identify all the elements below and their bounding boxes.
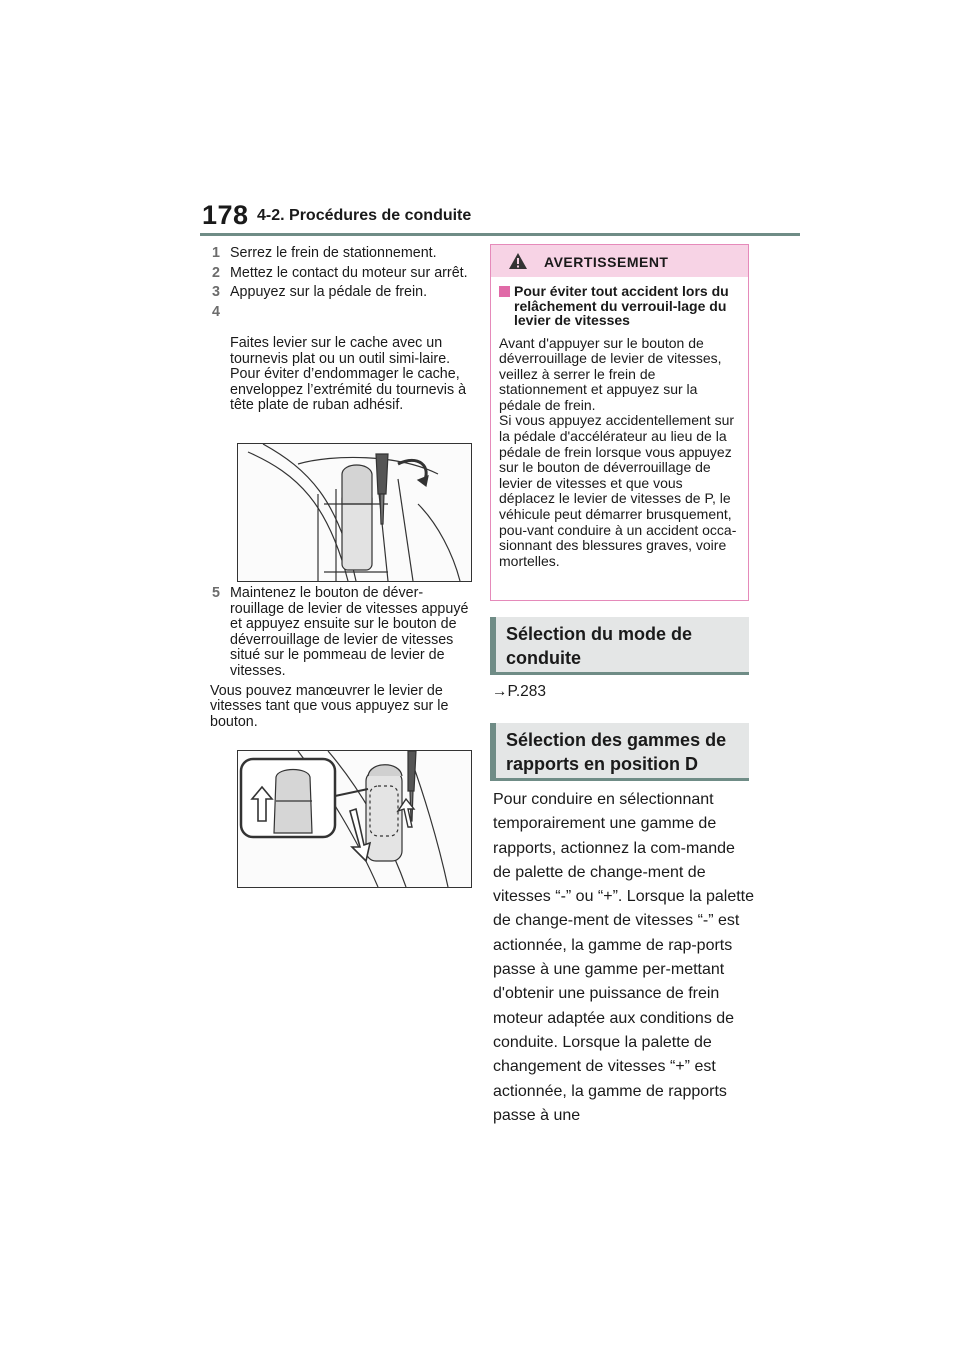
procedure-steps (210, 246, 472, 418)
page-header (200, 200, 800, 236)
lever-note: Vous pouvez manœuvrer le levier de vitesses tant que vous appuyez sur le bouton. (210, 682, 449, 730)
square-bullet-icon (499, 286, 510, 297)
gear-range-description: Pour conduire en sélectionnant temporairement une gamme de rapports, actionnez la com-mande de palette de change-ment de vitesses “-” ou “+”. Lorsque la palette de change-ment de vitesses “-” est actionnée, la gamme de rap-ports passe à une gamme per-mettant d'obtenir une puissance de frein moteur adaptée aux conditions de conduite. Lorsque la palette de changement de vitesses “+” est actionnée, la gamme de rapports passe à une (493, 791, 755, 1124)
illustration-remove-cover (237, 443, 472, 582)
section-accent-bar (490, 617, 496, 675)
warning-text: Avant d'appuyer sur le bouton de déverrouillage de levier de vitesses, veillez à serrer le frein de stationnement et appuyez sur la pédale de frein. Si vous appuyez accidentellement sur la pédale d'accélérateur au lieu de la pédale de frein lorsque vous appuyez sur le bouton de déverrouillage de levier de vitesses et que vous déplacez le levier de vitesses de P, le véhicule peut démarrer brusquement, pou-vant conduire à un accident occa-sionnant des blessures graves, voire mortelles. (499, 334, 737, 569)
step-5: 5 Maintenez le bouton de déver-rouillage de levier de vitesses appuyé et appuyez ensuite sur le bouton de déverrouillage de levier de vitesses situé sur le pommeau de levier de vitesses. (212, 585, 469, 679)
step-4: 4 Faites levier sur le cache avec un tournevis plat ou un outil simi-laire. Pour éviter d’endommager le cache, enveloppez l’extrémité du tournevis à tête plate de ruban adhésif. (212, 303, 467, 414)
section-heading-driving-mode: Sélection du mode de conduite (490, 617, 749, 675)
step-2: 2 Mettez le contact du moteur sur arrêt. (212, 264, 468, 281)
warning-title: AVERTISSEMENT (544, 254, 669, 270)
warning-subtitle: Pour éviter tout accident lors du relâchement du verrouil-lage du levier de vitesses (499, 284, 738, 328)
page-reference-link[interactable]: →P.283 (492, 683, 547, 700)
warning-header (491, 245, 748, 277)
warning-box (490, 244, 749, 601)
shift-knob-release-illustration (238, 751, 471, 887)
section-accent-bar (490, 723, 496, 781)
shift-cover-screwdriver-illustration (238, 444, 471, 581)
step-1: 1 Serrez le frein de stationnement. (212, 245, 437, 261)
chapter-title: 4-2. Procédures de conduite (257, 207, 472, 224)
procedure-step-5 (210, 586, 472, 730)
section-heading-gear-range: Sélection des gammes de rapports en position D (490, 723, 749, 781)
step-3: 3 Appuyez sur la pédale de frein. (212, 284, 428, 301)
page-number: 178 (202, 200, 249, 230)
warning-triangle-icon (508, 252, 528, 270)
illustration-release-button (237, 750, 472, 888)
header-divider (200, 233, 800, 236)
